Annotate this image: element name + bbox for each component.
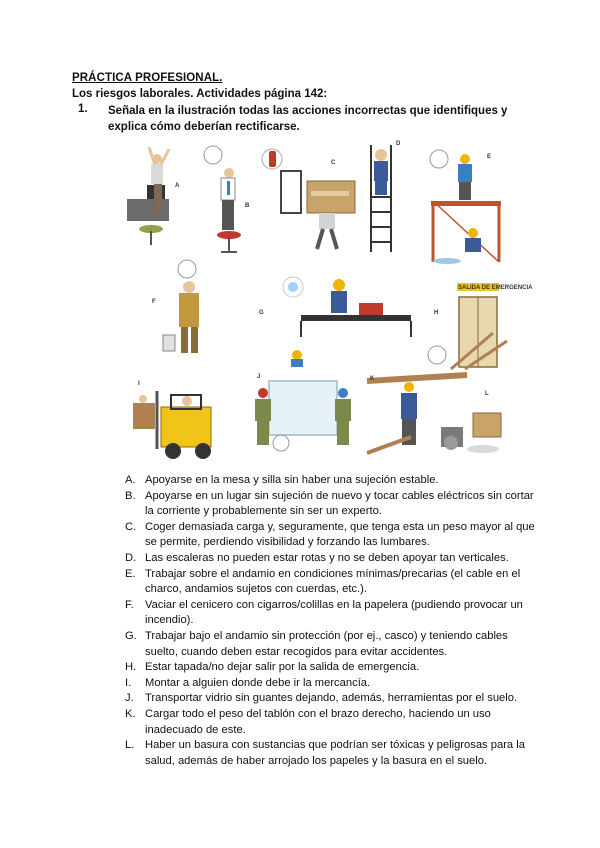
answer-letter: E. xyxy=(125,567,136,580)
answer-letter: I. xyxy=(125,676,132,689)
subtitle: Los riesgos laborales. Actividades página 142: xyxy=(72,88,328,100)
label-k: K xyxy=(370,376,375,382)
answer-text: Vaciar el cenicero con cigarros/colillas en la papelera (pudiendo provocar un incendio). xyxy=(145,598,523,627)
label-e: E xyxy=(487,154,492,160)
answer-text: Trabajar bajo el andamio sin protección (por ej., casco) y teniendo cables suelto, cuando deben estar recogidos para evitar accidentes. xyxy=(145,629,508,658)
answer-text: Estar tapada/no dejar salir por la salida de emergencia. xyxy=(145,661,420,674)
answer-text: Apoyarse en la mesa y silla sin haber una sujeción estable. xyxy=(145,474,439,486)
answer-text: Haber un basura con sustancias que podrían ser tóxicas y peligrosas para la salud, además de haber arrojado los papeles y la basura en el suelo. xyxy=(145,739,525,767)
answer-item xyxy=(125,660,535,676)
answer-item xyxy=(125,707,535,738)
label-f: F xyxy=(152,299,156,305)
answer-letter: J. xyxy=(125,692,134,705)
answer-item xyxy=(125,567,535,598)
label-a: A xyxy=(175,183,180,189)
answer-text: Coger demasiada carga y, seguramente, que tenga esta un peso mayor al que se permite, perdiendo visibilidad y forzando las lumbares. xyxy=(145,520,535,549)
answer-item xyxy=(125,738,535,769)
label-c: C xyxy=(331,160,336,166)
question-number: 1. xyxy=(78,103,88,115)
answer-letter: A. xyxy=(125,474,136,486)
question-text: Señala en la ilustración todas las acciones incorrectas que identifiques y explica cómo deberían rectificarse. xyxy=(108,105,508,133)
answer-text: Montar a alguien donde debe ir la mercancía. xyxy=(145,676,371,689)
answer-text: Cargar todo el peso del tablón con el brazo derecho, haciendo un uso inadecuado de este. xyxy=(145,707,491,736)
answer-item xyxy=(125,629,535,660)
label-l: L xyxy=(485,391,489,397)
label-g: G xyxy=(259,310,264,316)
answer-letter: G. xyxy=(125,629,137,642)
answer-text: Transportar vidrio sin guantes dejando, además, herramientas por el suelo. xyxy=(145,692,518,705)
answer-item xyxy=(125,676,535,692)
answer-item xyxy=(125,489,535,520)
answers-list xyxy=(125,473,535,769)
answer-letter: K. xyxy=(125,707,136,720)
answer-item xyxy=(125,520,535,551)
answer-item xyxy=(125,551,535,567)
answer-item xyxy=(125,473,535,489)
label-d: D xyxy=(396,141,401,147)
answer-letter: D. xyxy=(125,551,137,564)
emergency-exit-sign: SALIDA DE EMERGENCIA xyxy=(458,285,533,291)
answer-text: Las escaleras no pueden estar rotas y no se deben apoyar tan verticales. xyxy=(145,551,509,564)
answer-text: Apoyarse en un lugar sin sujeción de nuevo y tocar cables eléctricos sin cortar la corriente y probablemente sin ser un experto. xyxy=(145,489,534,518)
label-h: H xyxy=(434,310,439,316)
answer-letter: F. xyxy=(125,598,134,611)
workplace-risks-illustration xyxy=(121,137,533,462)
label-b: B xyxy=(245,203,250,209)
page-title: PRÁCTICA PROFESIONAL. xyxy=(72,72,223,84)
answer-letter: H. xyxy=(125,661,137,674)
answer-letter: L. xyxy=(125,739,135,752)
answer-item xyxy=(125,598,535,629)
answer-letter: C. xyxy=(125,520,137,533)
label-i: I xyxy=(138,381,140,387)
label-j: J xyxy=(257,374,261,380)
answer-letter: B. xyxy=(125,489,136,502)
answer-item xyxy=(125,691,535,707)
answer-text: Trabajar sobre el andamio en condiciones mínimas/precarias (el cable en el charco, andamios sujetos con cuerdas, etc.). xyxy=(145,567,521,596)
